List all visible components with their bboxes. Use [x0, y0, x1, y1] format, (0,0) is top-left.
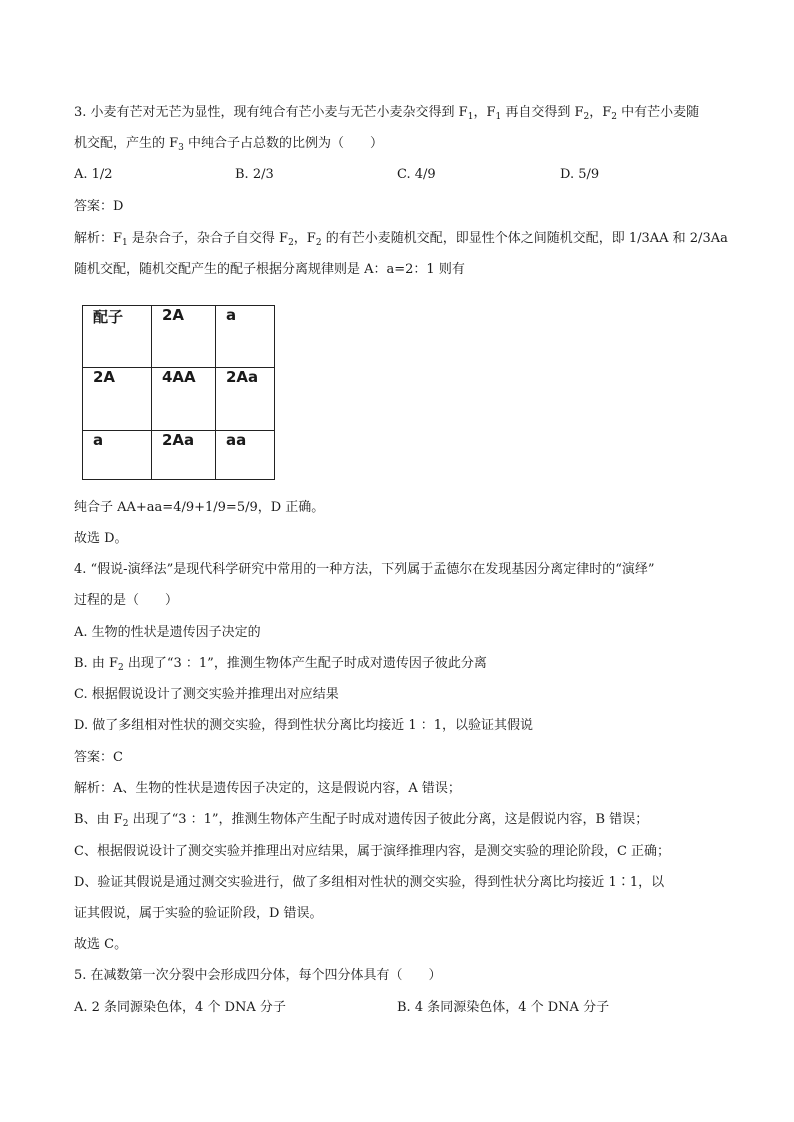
q3-analysis-line1: 解析：$F_1$ 是杂合子，杂合子自交得 $F_2$，$F_2$ 的有芒小麦随机交配，即显性个体之间随机交配，即 1/3AA 和 2/3Aa	[74, 231, 728, 248]
table-cell: 2A	[152, 306, 216, 368]
q4-analysis-c: C、根据假说设计了测交实验并推理出对应结果，属于演绎推理内容，是测交实验的理论阶段，C 正确；	[74, 844, 671, 859]
q5-option-b: B. 4 条同源染色体，4 个 DNA 分子	[397, 1000, 610, 1015]
q3-conclusion: 纯合子 AA+aa=4/9+1/9=5/9，D 正确。	[74, 500, 325, 515]
q4-choose: 故选 C。	[74, 937, 128, 952]
q3-option-d: D. 5/9	[560, 167, 600, 182]
q4-option-b: B. 由 $F_2$ 出现了“3 ：1”，推测生物体产生配子时成对遗传因子彼此分离	[74, 656, 487, 673]
q4-analysis-d-line2: 证其假说，属于实验的验证阶段，D 错误。	[74, 906, 323, 921]
q3-option-a: A. 1/2	[74, 167, 113, 182]
q4-option-d: D. 做了多组相对性状的测交实验，得到性状分离比均接近 1 ：1，以验证其假说	[74, 718, 534, 733]
q5-stem: 5. 在减数第一次分裂中会形成四分体，每个四分体具有（ ）	[74, 968, 442, 983]
q3-analysis-line2: 随机交配，随机交配产生的配子根据分离规律则是 A：a=2：1 则有	[74, 262, 465, 277]
table-cell: 4AA	[152, 368, 216, 431]
q3-choose: 故选 D。	[74, 531, 128, 546]
q4-answer: 答案：C	[74, 750, 123, 765]
q3-stem-line1: 3. 小麦有芒对无芒为显性，现有纯合有芒小麦与无芒小麦杂交得到 $F_1$，$F_1$ 再自交得到 $F_2$，$F_2$ 中有芒小麦随	[74, 105, 700, 122]
q4-option-a: A. 生物的性状是遗传因子决定的	[74, 625, 261, 640]
table-cell: 2A	[83, 368, 152, 431]
q4-analysis-a: 解析：A、生物的性状是遗传因子决定的，这是假说内容，A 错误；	[74, 781, 461, 796]
table-cell: 2Aa	[152, 431, 216, 480]
table-cell: 配子	[83, 306, 152, 368]
q4-option-c: C. 根据假说设计了测交实验并推理出对应结果	[74, 687, 339, 702]
punnett-square-table	[82, 305, 275, 480]
q4-stem-line2: 过程的是（ ）	[74, 593, 179, 608]
q3-option-b: B. 2/3	[235, 167, 274, 182]
table-row	[83, 431, 275, 480]
q3-stem-line2: 机交配，产生的 $F_3$ 中纯合子占总数的比例为（ ）	[74, 136, 384, 153]
table-row	[83, 306, 275, 368]
q4-analysis-b: B、由 $F_2$ 出现了“3 ：1”，推测生物体产生配子时成对遗传因子彼此分离，这是假说内容，B 错误；	[74, 812, 649, 829]
q5-option-a: A. 2 条同源染色体，4 个 DNA 分子	[74, 1000, 286, 1015]
table-row	[83, 368, 275, 431]
table-cell: a	[83, 431, 152, 480]
q3-option-c: C. 4/9	[397, 167, 436, 182]
table-cell: aa	[216, 431, 275, 480]
q4-stem-line1: 4. “假说-演绎法”是现代科学研究中常用的一种方法，下列属于孟德尔在发现基因分离定律时的“演绎”	[74, 562, 655, 577]
q4-analysis-d-line1: D、验证其假说是通过测交实验进行，做了多组相对性状的测交实验，得到性状分离比均接近 1∶1，以	[74, 875, 665, 890]
q3-answer: 答案：D	[74, 199, 124, 214]
table-cell: a	[216, 306, 275, 368]
table-cell: 2Aa	[216, 368, 275, 431]
